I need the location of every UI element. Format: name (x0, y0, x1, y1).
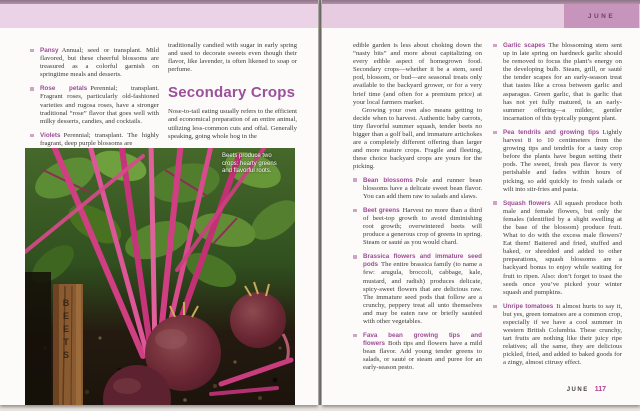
bullet-square-icon (493, 44, 497, 48)
photo-caption: Beets produce two crops: hearty greens and flavorful roots. (222, 153, 277, 174)
entry-text: Perennial; transplant. Fragrant roses, particularly old-fashioned varieties and rugosa roses, have a stronger traditional “rose” flavor that goes well with milky desserts, candies, and cocktails. (40, 85, 159, 125)
entry-term: Pea tendrils and growing tips (503, 128, 600, 136)
entry-term: Garlic scapes (503, 42, 546, 49)
entry-text: The blossoming stem sent up in late spring on hardneck garlic should be removed to focus the plant’s energy on the developing bulb. Steam, grill, or sauté the tender scapes for an early-season treat that tastes like a cross between garlic and asparagus. Green garlic, that is garlic that has not yet fully matured, is an early-summer offering—a milder, gentler incarnation of this typically pungent plant. (503, 42, 622, 122)
secondary-crops-list-2 (493, 42, 622, 368)
right-column-1 (353, 42, 482, 379)
left-column-1 (30, 42, 159, 154)
bullet-square-icon (493, 131, 497, 135)
entry-text: Harvest no more than a third of beet-top growth to avoid diminishing root growth; overwintered beets will produce a generous crop of greens in spring. Steam or sauté as you would chard. (363, 206, 482, 247)
entry-text: The entire brassica family (to name a few: arugula, broccoli, cabbage, kale, mustard, and radish) produces delicate, spicy-sweet flowers that are delicious raw. The immature seed pods that follow are a crunchy, peppery treat all unto themselves and may be eaten raw or briefly sautéed with other vegetables. (363, 261, 482, 325)
body-paragraph: Growing your own also means getting to decide when to harvest. Authentic baby carrots, tiny flavorful summer squash, tender beets no bigger than a golf ball, and immature artichokes are a completely different offering than larger and more mature crops. Fragile and fleeting, these choice backyard crops are yours for the picking. (353, 106, 482, 171)
bullet-square-icon (353, 178, 357, 182)
right-page (322, 0, 640, 405)
month-tab: JUNE (564, 4, 639, 28)
entry-text: Pole and runner bean blossoms have a delicate sweet bean flavor. You can add them raw to salads and slaws. (363, 176, 482, 200)
entry-term: Squash flowers (503, 199, 551, 207)
entry-text: Lightly harvest 8 to 10 centimeters from the growing tips and tendrils for a tasty crop before the plants have begun setting their pods. The sweet, fresh pea flavor is very perishable and fades within hours of picking, so add quickly to fresh salads or wilt into stir-fries and pasta. (503, 128, 622, 193)
list-item-pea-tendrils (503, 129, 622, 194)
entry-text: Perennial; transplant. The highly fragrant, deep purple blossoms are (40, 131, 159, 147)
left-page (0, 0, 318, 405)
entry-term: Brassica flowers and immature seed pods (363, 253, 482, 269)
entry-text: All squash produce both male and female flowers, but only the females (identified by a slight swelling at the base of the blossom) produce fruit. What to do with the excess male flowers? Eat them! Battered and fried, stuffed and baked, or shredded and added to other preparations, squash blossoms are a backyard bonus to enjoy while waiting for fruit to ripen. Also: don’t forget to toast the seeds once you’ve picked your winter squash and pumpkins. (503, 199, 622, 296)
edible-flowers-list (30, 47, 159, 148)
entry-term: Bean blossoms (363, 176, 413, 184)
bullet-square-icon (30, 87, 34, 91)
bullet-square-icon (30, 134, 34, 138)
footer-page-number: 117 (594, 386, 606, 393)
list-item-violets (40, 132, 159, 148)
list-item-rose-petals (40, 85, 159, 125)
list-item-garlic-scapes (503, 42, 622, 123)
continuation-paragraph: traditionally candied with sugar in early spring and used to decorate sweets even though their flavor, like lavender, is often likened to soap or perfume. (168, 42, 297, 74)
beet-photo (25, 148, 295, 405)
bullet-square-icon (353, 255, 357, 259)
entry-term: Pansy (40, 47, 59, 54)
entry-text: Annual; seed or transplant. Mild flavored, but these cheerful blossoms are treasured as a colorful garnish on springtime meals and desserts. (40, 47, 159, 79)
list-item-squash-flowers (503, 200, 622, 297)
right-column-2 (493, 42, 622, 374)
stake-label: BEETS (61, 298, 71, 363)
entry-term: Fava bean growing tips and flowers (363, 332, 482, 348)
intro-paragraph: Nose-to-tail eating usually refers to the efficient and economical preparation of an entire animal, utilizing less-common cuts and offal. Generally speaking, going whole hog in the (168, 108, 297, 140)
entry-term: Unripe tomatoes (503, 302, 554, 310)
left-column-2 (168, 42, 297, 141)
bullet-square-icon (353, 209, 357, 213)
entry-term: Beet greens (363, 206, 400, 214)
entry-term: Rose petals (40, 85, 88, 93)
footer-month-label: JUNE (566, 387, 589, 393)
list-item-fava-bean-tips (363, 332, 482, 372)
body-paragraph: edible garden is less about choking down the “nasty bits” and more about capitalizing on every edible aspect of homegrown food. Secondary crops—whether it be a stem, seed pod, blossom, or bud—are seasonal treats only available to the backyard grower, or for a very brief time (and often for a premium price) at your local farmers market. (353, 42, 482, 106)
bullet-square-icon (30, 49, 34, 53)
secondary-crops-list-1 (353, 177, 482, 373)
list-item-bean-blossoms (363, 177, 482, 201)
page-footer (567, 386, 606, 393)
entry-text: Both tips and flowers have a mild bean flavor. Add young tender greens to salads, or sauté or steam and puree for an early-season pesto. (363, 340, 482, 372)
bullet-square-icon (353, 334, 357, 338)
list-item-beet-greens (363, 207, 482, 247)
bullet-square-icon (493, 305, 497, 309)
bullet-square-icon (493, 201, 497, 205)
list-item-unripe-tomatoes (503, 303, 622, 368)
left-header-band (0, 4, 318, 28)
list-item-brassica-flowers (363, 253, 482, 326)
section-heading: Secondary Crops (168, 84, 296, 102)
entry-text: It almost hurts to say it, but yes, green tomatoes are a common crop, especially if we have a cool summer in western British Columbia. These crunchy, tart fruits are nothing like their juicy ripe relatives; all the same, they are delicious pickled, fried, and added to baked goods for a zingy, almost citrusy effect. (503, 302, 623, 367)
entry-term: Violets (40, 131, 61, 139)
list-item-pansy (40, 47, 159, 79)
